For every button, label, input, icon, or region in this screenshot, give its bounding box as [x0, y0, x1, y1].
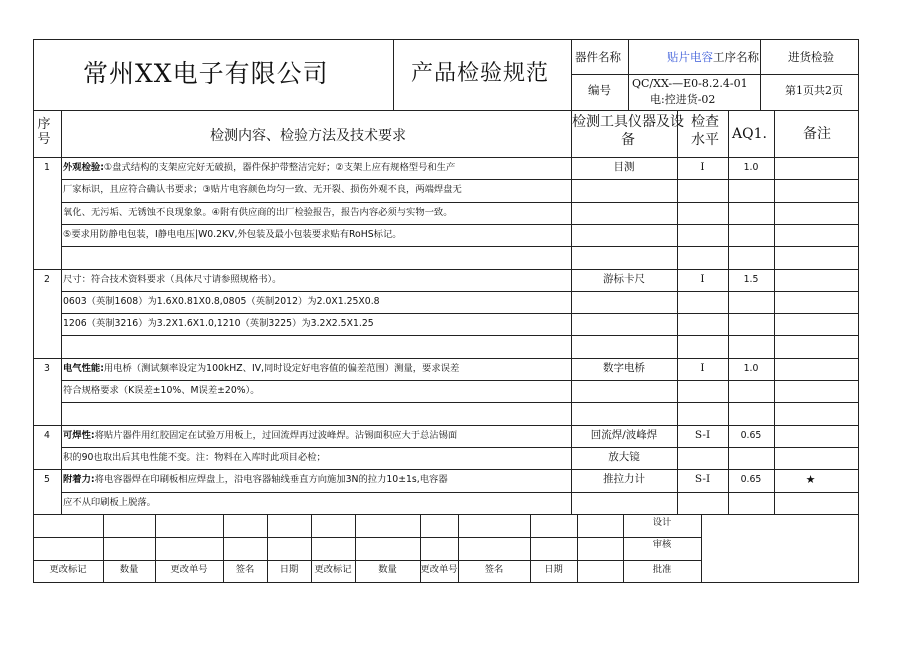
spec-line-heading: 电气性能:: [63, 362, 104, 374]
divider: [33, 157, 859, 158]
document-title: 产品检验规范: [411, 61, 550, 86]
spec-line: [63, 230, 402, 239]
column-divider-seq: [61, 110, 62, 514]
row-divider: [61, 291, 859, 292]
row-tool: 数字电桥: [603, 361, 645, 374]
footer-divider: [33, 560, 701, 561]
spec-line-text: 氧化、无污垢、无锈蚀不良现象象。④附有供应商的出厂检验报告，报告内容必须与实物一致。: [63, 206, 453, 218]
footer-design-label: 设计: [652, 516, 672, 528]
footer-column-divider: [701, 514, 702, 583]
spec-line: [63, 498, 156, 507]
spec-line-text: 将电容器焊在印刷板相应焊盘上，沿电容器轴线垂直方向施加3N的拉力10±1s,电容器: [94, 474, 448, 486]
row-aql: 1.5: [743, 273, 759, 285]
spec-line: [63, 364, 459, 373]
row-divider: [61, 179, 859, 180]
col-tools-label: 检测工具仪器及设备: [572, 114, 684, 148]
footer-label: 更改单号: [420, 563, 458, 575]
row-divider: [61, 246, 859, 247]
spec-line: [63, 297, 380, 306]
block-divider: [33, 514, 859, 515]
spec-line-text: 厂家标识，且应符合确认书要求；③贴片电容颜色均匀一致、无开裂、损伤外观不良，两端焊盘无: [63, 184, 462, 196]
block-divider: [33, 469, 859, 470]
page-info: 第1页共2页: [785, 84, 843, 97]
footer-label: 签名: [235, 563, 255, 575]
row-tool-2: 放大镜: [608, 450, 640, 463]
row-level: I: [700, 272, 705, 285]
spec-line-heading: 外观检验:: [63, 162, 104, 173]
part-name-value: 贴片电容: [667, 50, 713, 64]
row-aql: 1.0: [743, 362, 759, 374]
row-tool: 游标卡尺: [603, 272, 645, 285]
col-seq-header: [33, 117, 55, 147]
row-aql: 0.65: [740, 429, 762, 441]
footer-approve-label: 批准: [652, 563, 672, 575]
block-divider: [33, 269, 859, 270]
footer-label: 日期: [544, 563, 563, 575]
row-level: S-I: [694, 428, 711, 441]
row-divider: [61, 202, 859, 203]
row-level: I: [700, 161, 705, 173]
column-divider-remark: [774, 110, 775, 514]
row-seq: 5: [44, 474, 50, 486]
row-divider: [61, 224, 859, 225]
row-seq: 3: [44, 362, 50, 374]
spec-line: [63, 163, 455, 172]
part-name-label: 器件名称: [575, 50, 621, 64]
spec-line-heading: 可焊性:: [63, 429, 95, 441]
company-name: 常州XX电子有限公司: [83, 59, 329, 88]
divider: [393, 39, 394, 110]
spec-line-text: 积的90也取出后其电性能不变。注：物料在入库时此项目必检；: [63, 451, 326, 463]
row-tool: 推拉力计: [603, 473, 645, 486]
spec-line: [63, 475, 448, 484]
row-level: S-I: [694, 473, 711, 486]
footer-divider: [33, 537, 701, 538]
spec-line-text: 用电桥（测试频率设定为100kHZ、IV,同时设定好电容值的偏差范围）测量，要求误差: [103, 362, 460, 374]
number-value-line2: 电:控进货-02: [650, 93, 716, 106]
row-seq: 2: [44, 273, 50, 285]
spec-line-text: 1206（英制3216）为3.2X1.6X1.0,1210（英制3225）为3.2X2.5X1.25: [63, 318, 374, 330]
number-label: 编号: [588, 83, 611, 97]
row-tool: 回流焊/波峰焊: [590, 428, 658, 441]
spec-line-text: ①盘式结构的支架应完好无破损，器件保护带整洁完好；②支架上应有规格型号和生产: [103, 162, 456, 173]
outer-border: [33, 39, 859, 583]
number-value-line1: QC/XX-—E0-8.2.4-01: [632, 77, 748, 90]
divider: [571, 74, 859, 75]
spec-line-text: 0603（英制1608）为1.6X0.81X0.8,0805（英制2012）为2.0X1.25X0.8: [63, 295, 380, 307]
col-level-header: [683, 113, 727, 149]
row-divider: [61, 492, 859, 493]
col-content-header: 检测内容、检验方法及技术要求: [210, 128, 406, 144]
column-divider-level: [677, 110, 678, 514]
divider: [33, 110, 859, 111]
row-divider: [61, 335, 859, 336]
footer-label: 更改标记: [314, 563, 352, 575]
row-aql: 1.0: [743, 162, 759, 173]
row-divider: [61, 313, 859, 314]
row-seq: 1: [44, 162, 50, 173]
footer-label: 数量: [119, 563, 139, 575]
col-tools-header: [567, 113, 689, 149]
inspection-spec-sheet: [33, 39, 859, 583]
row-level: I: [700, 361, 705, 374]
footer-label: 签名: [484, 563, 504, 575]
spec-line: [63, 319, 374, 328]
column-divider-tool: [571, 110, 572, 514]
spec-line: [63, 185, 462, 194]
process-name-label: 工序名称: [713, 50, 759, 64]
spec-line-text: 符合规格要求（K误差±10%、M误差±20%）。: [63, 385, 260, 396]
footer-label: 日期: [279, 563, 299, 575]
col-level-label: 检查水平: [691, 114, 719, 148]
col-aql-header: AQ1.: [732, 126, 767, 142]
row-divider: [61, 380, 859, 381]
footer-label: 更改标记: [49, 563, 87, 575]
row-divider: [61, 402, 859, 403]
block-divider: [33, 358, 859, 359]
spec-line: [63, 453, 326, 462]
spec-line: [63, 431, 457, 440]
row-tool: 目测: [613, 161, 635, 173]
footer-label: 更改单号: [170, 563, 208, 575]
spec-line-heading: 附着力:: [63, 474, 95, 486]
row-seq: 4: [44, 429, 50, 441]
process-name-value: 进货检验: [788, 50, 834, 64]
col-remark-header: 备注: [803, 126, 831, 142]
block-divider: [33, 425, 859, 426]
spec-line-text: 应不从印刷板上脱落。: [63, 496, 156, 508]
col-seq-label: 序号: [37, 117, 51, 147]
spec-line-text: 将贴片器件用红胶固定在试验万用板上，过回流焊再过波峰焊。沾锡面积应大于总沾锡面: [94, 429, 458, 441]
footer-label: 数量: [378, 563, 397, 575]
row-aql: 0.65: [740, 474, 762, 486]
spec-line-text: 尺寸：符合技术资料要求（具体尺寸请参照规格书）。: [63, 273, 282, 285]
row-remark: ★: [805, 473, 816, 487]
spec-line: [63, 275, 281, 284]
row-divider: [61, 447, 859, 448]
footer-column-divider: [577, 514, 578, 583]
spec-line: [63, 386, 260, 395]
spec-line: [63, 208, 453, 217]
column-divider-aql: [728, 110, 729, 514]
spec-line-text: ⑤要求用防静电包装，I静电电压|W0.2KV,外包装及最小包装要求贴有RoHS标记。: [63, 228, 402, 240]
footer-review-label: 审核: [652, 538, 672, 550]
